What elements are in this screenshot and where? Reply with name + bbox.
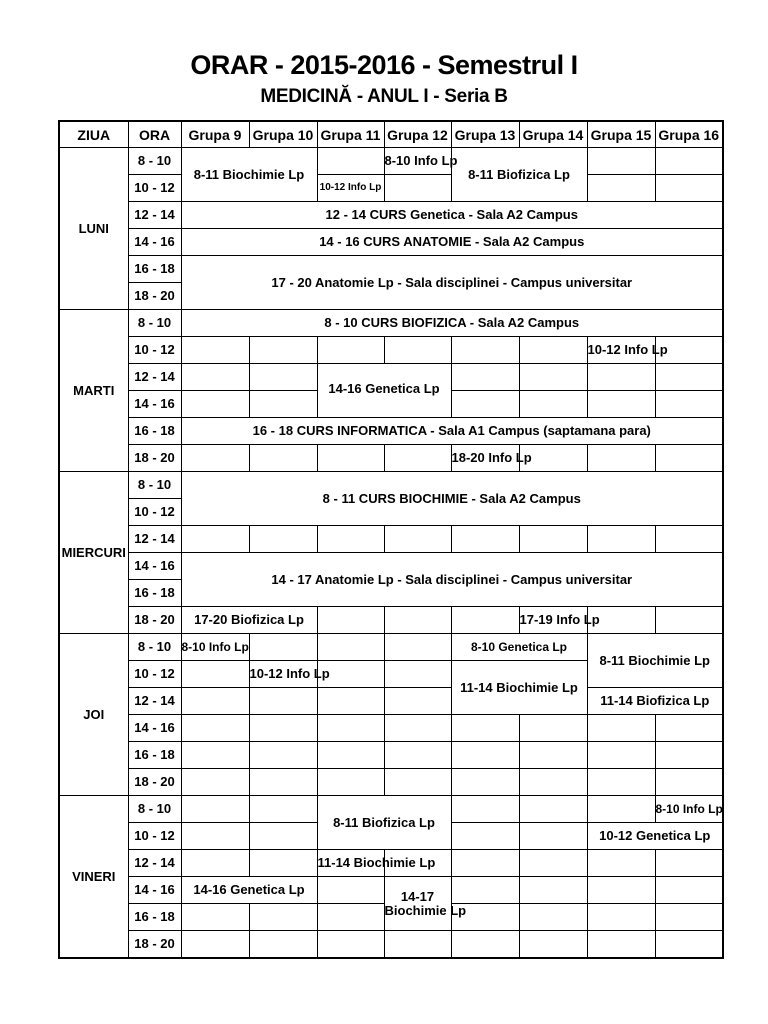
empty-cell bbox=[655, 904, 723, 931]
empty-cell bbox=[451, 337, 519, 364]
class-cell: 8-10 Genetica Lp bbox=[451, 634, 587, 661]
empty-cell bbox=[655, 175, 723, 202]
empty-cell bbox=[181, 445, 249, 472]
page-subtitle: MEDICINĂ - ANUL I - Seria B bbox=[260, 86, 508, 107]
hour-cell: 14 - 16 bbox=[128, 877, 181, 904]
empty-cell bbox=[181, 391, 249, 418]
class-cell: 11-14 Biochimie Lp bbox=[451, 661, 587, 715]
hour-cell: 8 - 10 bbox=[128, 148, 181, 175]
empty-cell bbox=[587, 877, 655, 904]
hour-cell: 16 - 18 bbox=[128, 580, 181, 607]
empty-cell bbox=[249, 337, 317, 364]
table-row bbox=[59, 715, 723, 742]
empty-cell bbox=[587, 364, 655, 391]
table-row bbox=[59, 553, 723, 580]
header-row bbox=[59, 121, 723, 148]
class-cell: 14 - 16 CURS ANATOMIE - Sala A2 Campus bbox=[181, 229, 723, 256]
empty-cell bbox=[249, 634, 317, 661]
empty-cell bbox=[519, 337, 587, 364]
empty-cell bbox=[519, 877, 587, 904]
empty-cell bbox=[519, 850, 587, 877]
class-cell: 17-19 Info Lp bbox=[519, 607, 587, 634]
empty-cell bbox=[587, 931, 655, 959]
empty-cell bbox=[181, 796, 249, 823]
empty-cell bbox=[451, 607, 519, 634]
empty-cell bbox=[317, 877, 384, 904]
hour-cell: 8 - 10 bbox=[128, 472, 181, 499]
empty-cell bbox=[451, 850, 519, 877]
class-cell: 14 - 17 Anatomie Lp - Sala disciplinei - Campus universitar bbox=[181, 553, 723, 607]
empty-cell bbox=[519, 526, 587, 553]
empty-cell bbox=[451, 715, 519, 742]
table-row bbox=[59, 877, 723, 904]
empty-cell bbox=[384, 445, 451, 472]
class-cell: 16 - 18 CURS INFORMATICA - Sala A1 Campus (saptamana para) bbox=[181, 418, 723, 445]
empty-cell bbox=[519, 742, 587, 769]
hour-cell: 8 - 10 bbox=[128, 310, 181, 337]
class-cell: 17-20 Biofizica Lp bbox=[181, 607, 317, 634]
hour-cell: 8 - 10 bbox=[128, 634, 181, 661]
empty-cell bbox=[181, 904, 249, 931]
empty-cell bbox=[587, 526, 655, 553]
empty-cell bbox=[384, 634, 451, 661]
hour-cell: 12 - 14 bbox=[128, 202, 181, 229]
hour-cell: 8 - 10 bbox=[128, 796, 181, 823]
empty-cell bbox=[451, 796, 519, 823]
day-miercuri: MIERCURI bbox=[59, 472, 128, 634]
empty-cell bbox=[384, 742, 451, 769]
header-ziua: ZIUA bbox=[59, 121, 128, 148]
empty-cell bbox=[249, 391, 317, 418]
hour-cell: 16 - 18 bbox=[128, 742, 181, 769]
hour-cell: 10 - 12 bbox=[128, 499, 181, 526]
empty-cell bbox=[317, 445, 384, 472]
empty-cell bbox=[317, 742, 384, 769]
table-row bbox=[59, 337, 723, 364]
empty-cell bbox=[519, 796, 587, 823]
class-cell: 8-10 Info Lp bbox=[384, 148, 451, 175]
empty-cell bbox=[181, 769, 249, 796]
hour-cell: 10 - 12 bbox=[128, 337, 181, 364]
empty-cell bbox=[384, 688, 451, 715]
empty-cell bbox=[249, 823, 317, 850]
day-vineri: VINERI bbox=[59, 796, 128, 959]
empty-cell bbox=[249, 364, 317, 391]
header-grupa-13: Grupa 13 bbox=[451, 121, 519, 148]
empty-cell bbox=[384, 715, 451, 742]
empty-cell bbox=[587, 175, 655, 202]
class-cell: 10-12 Info Lp bbox=[249, 661, 317, 688]
hour-cell: 14 - 16 bbox=[128, 715, 181, 742]
class-cell: 8-10 Info Lp bbox=[655, 796, 723, 823]
empty-cell bbox=[181, 823, 249, 850]
empty-cell bbox=[384, 769, 451, 796]
empty-cell bbox=[317, 688, 384, 715]
class-cell: 8-10 Info Lp bbox=[181, 634, 249, 661]
empty-cell bbox=[519, 904, 587, 931]
table-row bbox=[59, 526, 723, 553]
empty-cell bbox=[451, 769, 519, 796]
empty-cell bbox=[317, 634, 384, 661]
empty-cell bbox=[317, 337, 384, 364]
empty-cell bbox=[587, 769, 655, 796]
hour-cell: 14 - 16 bbox=[128, 229, 181, 256]
table-row bbox=[59, 148, 723, 175]
empty-cell bbox=[451, 823, 519, 850]
empty-cell bbox=[317, 769, 384, 796]
empty-cell bbox=[249, 715, 317, 742]
hour-cell: 18 - 20 bbox=[128, 445, 181, 472]
empty-cell bbox=[317, 904, 384, 931]
empty-cell bbox=[655, 742, 723, 769]
table-row bbox=[59, 256, 723, 283]
empty-cell bbox=[317, 148, 384, 175]
empty-cell bbox=[181, 526, 249, 553]
empty-cell bbox=[384, 526, 451, 553]
class-cell: 8-11 Biofizica Lp bbox=[451, 148, 587, 202]
table-row bbox=[59, 931, 723, 959]
class-cell-line: Biochimie Lp bbox=[384, 902, 467, 918]
empty-cell bbox=[587, 850, 655, 877]
class-cell: 14-16 Genetica Lp bbox=[317, 364, 451, 418]
hour-cell: 16 - 18 bbox=[128, 256, 181, 283]
table-row bbox=[59, 634, 723, 661]
class-cell: 11-14 Biofizica Lp bbox=[587, 688, 723, 715]
empty-cell bbox=[451, 391, 519, 418]
empty-cell bbox=[451, 742, 519, 769]
hour-cell: 12 - 14 bbox=[128, 526, 181, 553]
class-cell: 8 - 10 CURS BIOFIZICA - Sala A2 Campus bbox=[181, 310, 723, 337]
class-cell: 11-14 Biochimie Lp bbox=[317, 850, 384, 877]
empty-cell bbox=[249, 526, 317, 553]
empty-cell bbox=[181, 661, 249, 688]
hour-cell: 18 - 20 bbox=[128, 607, 181, 634]
class-cell: 8 - 11 CURS BIOCHIMIE - Sala A2 Campus bbox=[181, 472, 723, 526]
empty-cell bbox=[384, 931, 451, 959]
empty-cell bbox=[587, 796, 655, 823]
header-grupa-12: Grupa 12 bbox=[384, 121, 451, 148]
empty-cell bbox=[249, 796, 317, 823]
table-row bbox=[59, 607, 723, 634]
empty-cell bbox=[249, 688, 317, 715]
class-cell: 8-11 Biochimie Lp bbox=[587, 634, 723, 688]
header-grupa-9: Grupa 9 bbox=[181, 121, 249, 148]
class-cell: 17 - 20 Anatomie Lp - Sala disciplinei - Campus universitar bbox=[181, 256, 723, 310]
empty-cell bbox=[384, 661, 451, 688]
empty-cell bbox=[317, 931, 384, 959]
empty-cell bbox=[181, 364, 249, 391]
empty-cell bbox=[181, 715, 249, 742]
class-cell: 10-12 Info Lp bbox=[587, 337, 655, 364]
empty-cell bbox=[451, 526, 519, 553]
empty-cell bbox=[587, 391, 655, 418]
hour-cell: 12 - 14 bbox=[128, 364, 181, 391]
empty-cell bbox=[384, 175, 451, 202]
empty-cell bbox=[587, 445, 655, 472]
empty-cell bbox=[655, 391, 723, 418]
schedule-table bbox=[58, 120, 724, 959]
header-grupa-14: Grupa 14 bbox=[519, 121, 587, 148]
empty-cell bbox=[317, 526, 384, 553]
table-row bbox=[59, 202, 723, 229]
hour-cell: 18 - 20 bbox=[128, 931, 181, 959]
empty-cell bbox=[249, 742, 317, 769]
empty-cell bbox=[181, 850, 249, 877]
class-cell: 10-12 Info Lp bbox=[317, 175, 384, 202]
hour-cell: 16 - 18 bbox=[128, 418, 181, 445]
empty-cell bbox=[587, 148, 655, 175]
hour-cell: 12 - 14 bbox=[128, 850, 181, 877]
table-row bbox=[59, 418, 723, 445]
empty-cell bbox=[519, 391, 587, 418]
empty-cell bbox=[451, 364, 519, 391]
header-grupa-15: Grupa 15 bbox=[587, 121, 655, 148]
empty-cell bbox=[655, 931, 723, 959]
empty-cell bbox=[655, 526, 723, 553]
class-cell: 14-16 Genetica Lp bbox=[181, 877, 317, 904]
table-row bbox=[59, 796, 723, 823]
class-cell: 12 - 14 CURS Genetica - Sala A2 Campus bbox=[181, 202, 723, 229]
class-cell: 10-12 Genetica Lp bbox=[587, 823, 723, 850]
empty-cell bbox=[451, 877, 519, 904]
empty-cell bbox=[249, 904, 317, 931]
empty-cell bbox=[451, 931, 519, 959]
page-title: ORAR - 2015-2016 - Semestrul I bbox=[190, 50, 578, 80]
empty-cell bbox=[249, 931, 317, 959]
table-row bbox=[59, 229, 723, 256]
empty-cell bbox=[587, 904, 655, 931]
hour-cell: 14 - 16 bbox=[128, 553, 181, 580]
table-row bbox=[59, 769, 723, 796]
empty-cell bbox=[519, 823, 587, 850]
empty-cell bbox=[519, 715, 587, 742]
table-row bbox=[59, 364, 723, 391]
class-cell: 8-11 Biochimie Lp bbox=[181, 148, 317, 202]
day-joi: JOI bbox=[59, 634, 128, 796]
empty-cell bbox=[249, 445, 317, 472]
empty-cell bbox=[655, 850, 723, 877]
empty-cell bbox=[519, 364, 587, 391]
class-cell: 18-20 Info Lp bbox=[451, 445, 519, 472]
header-grupa-10: Grupa 10 bbox=[249, 121, 317, 148]
class-cell-line: 14-17 bbox=[400, 888, 435, 904]
hour-cell: 18 - 20 bbox=[128, 769, 181, 796]
hour-cell: 14 - 16 bbox=[128, 391, 181, 418]
class-cell bbox=[384, 877, 467, 931]
hour-cell: 16 - 18 bbox=[128, 904, 181, 931]
empty-cell bbox=[655, 877, 723, 904]
day-marti: MARTI bbox=[59, 310, 128, 472]
table-row bbox=[59, 850, 723, 877]
empty-cell bbox=[655, 364, 723, 391]
empty-cell bbox=[181, 688, 249, 715]
empty-cell bbox=[317, 715, 384, 742]
table-row bbox=[59, 175, 723, 202]
empty-cell bbox=[181, 931, 249, 959]
empty-cell bbox=[519, 931, 587, 959]
hour-cell: 10 - 12 bbox=[128, 823, 181, 850]
header-grupa-16: Grupa 16 bbox=[655, 121, 723, 148]
empty-cell bbox=[317, 607, 384, 634]
empty-cell bbox=[655, 769, 723, 796]
day-luni: LUNI bbox=[59, 148, 128, 310]
hour-cell: 18 - 20 bbox=[128, 283, 181, 310]
header-grupa-11: Grupa 11 bbox=[317, 121, 384, 148]
empty-cell bbox=[655, 148, 723, 175]
empty-cell bbox=[655, 715, 723, 742]
hour-cell: 10 - 12 bbox=[128, 175, 181, 202]
empty-cell bbox=[519, 769, 587, 796]
table-row bbox=[59, 310, 723, 337]
empty-cell bbox=[655, 607, 723, 634]
empty-cell bbox=[181, 742, 249, 769]
empty-cell bbox=[249, 850, 317, 877]
table-row bbox=[59, 688, 723, 715]
empty-cell bbox=[384, 337, 451, 364]
table-row bbox=[59, 445, 723, 472]
empty-cell bbox=[587, 715, 655, 742]
table-row bbox=[59, 472, 723, 499]
hour-cell: 10 - 12 bbox=[128, 661, 181, 688]
empty-cell bbox=[181, 337, 249, 364]
header-ora: ORA bbox=[128, 121, 181, 148]
table-row bbox=[59, 742, 723, 769]
hour-cell: 12 - 14 bbox=[128, 688, 181, 715]
class-cell: 8-11 Biofizica Lp bbox=[317, 796, 451, 850]
empty-cell bbox=[249, 769, 317, 796]
empty-cell bbox=[655, 445, 723, 472]
empty-cell bbox=[384, 607, 451, 634]
empty-cell bbox=[587, 742, 655, 769]
